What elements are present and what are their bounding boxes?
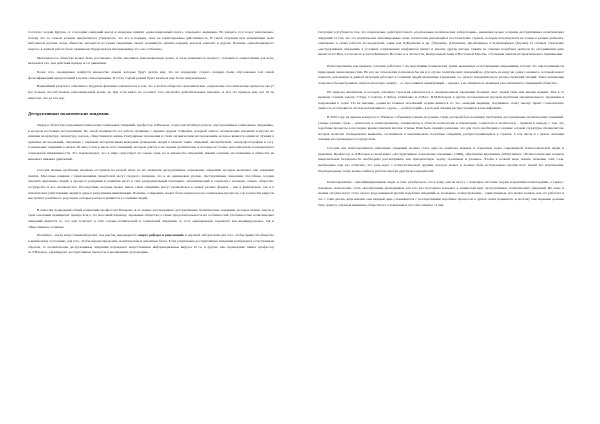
- paragraph: В 2010 году на первом конгрессе в Тбилиси, собравшем ученых из разных стран, который был посвящен проблемам деструктивных политических эпидемий, ученые разных стран – психологи и психотерапевты, специалисты в области психологии и психиатрии, социологи и политологи – пришли к выводу о том, что подобные процессы в последнее время охватили многие страны. Ими было принято решение, что для этого необходимо создание сетевой структуры специалистов, которая позволит своевременно выявлять, отслеживать и анализировать подобные эпидемии, распространяющиеся в странах, в том числе и с целью оказания помощи их гражданам и государствам.: [318, 115, 564, 142]
- paragraph: Психотерапевты – квалифицированные люди, и само разобраться, что к чему, они не могут, с помощью системы теории и практики психотерапии, а также с помощью психологии, стать своеобразным проводником для тех, кто постоянно попадает в замкнутый круг деструктивных политических эпидемий. Их опыт и знания сегодня могут стать своего рода вакциной против подобных эпидемий, и, возможно, психотерапевты – единственные, кто может понять, как это работает и что с этим делать, ведь именно они каждый день сталкиваются с последствиями подобных процессов в душах своих пациентов, и поэтому они первыми должны бить тревогу, обращая внимание общества на эти явления и способы защиты от них.: [318, 180, 564, 207]
- right-column: [318, 30, 564, 211]
- paragraph-text: Политика – когда искусственный проект, под как бы, вырождается: [37, 233, 138, 238]
- paragraph: Их природа механизма, в котором основная стратегия заключается в эмоциональном заражении больших масс людей теми или иными идеями. Уже в те времена ставили задачу: Г.Тард, С.Сигеле, Г.Лебон, О.Кабанес и Л.Насс, В.М.Бехтерев и другие исследователи изучали проблемы эмоционального заражения и подражания в толпе. По их мнению, одним из главных положений теории является то, что «каждый индивид, подчиняясь этому закону, теряет сознательную личность и становится частью коллективного «духа» – «лабораторий», в которой эмоции распространяются как инфекция.: [318, 89, 564, 111]
- paragraph: Лидер в области исследования психологии социальных эпидемий, профессор А.Назаров, создал масштабную работу «Деструктивные социальные эпидемии», в котором постоянно исследования. По своей значимости эта работа сравнима с первым трудом Э.Фрейда, который описал человеческие влечения и изучал их влияние на культуру, литературу, подход, общественную жизнь. Популярные положения и стали органическим исследованием, которое является одним из лучших в практике исследований, связанных с первыми историческими выводами (поведение людей в момент таких эпидемий, автомобилизм, электрофотографии и т.п.). Социальные эпидемии в начале 20 века стали в числе всех эпидемий, которые длятся в последние десятилетия, и которые не только дополнительно подтверждают социальной напряженности. Это подтверждает, что в мире существует не только одна, но и множество эпидемий; иными словами, их появление в обществе не вызывает никаких удивлений.: [28, 123, 274, 161]
- paragraph: Важнейший результат описанного Куруном феномена заключается в том, что в любом обществе экономические, социальные и политические процессы могут все больше способствовать революционной волне, но при этом никто не осознает того масштаба действительных перемен. А вся эта природа еще лет 10 не известна, что до тех пор.: [28, 84, 274, 100]
- paragraph: Ментальность общества может быть доставлена, чтобы заполнить революционную волну, и тогда начинаются процесс: становятся совместными для всех, включая и тех, чьи действия прежде его в движении.: [28, 55, 274, 66]
- paragraph-with-emphasis: [28, 233, 274, 255]
- paragraph: Сегодня личные проблемы человека отступили на второй план, но их заменили деструктивные социальные эпидемии, которые включают как эпидемии гриппа. Массовые влияния с приложениями гиперболой несут сходного значения, что и на одинаковом уровне. Деструктивные эпидемии, способные сегодня охватить миллионы людей, в процессе рождения и развития несут в себе разрушительный потенциал, затрагивающий и отдельного человека, семью, общество, государство и все человечество. Последствия, которые может иметь такая эпидемия, могут проявляться в самых разных формах – как в физическом, так и в психическом уничтожении людей и даже в разрушении цивилизации. Понятие «эпидемия» может быть перенесено на социальные процессы, где в качестве вирусов выступают различного рода идеи, которые распространяются в сознании людей.: [28, 168, 274, 201]
- paragraph: Согласно теории Куруна, от сочетания ожиданий выгод и издержек зависит «революционный порог» отдельного индивида. Но увидеть этот порог невозможно, потому что за словом человек предпочитает утверждать, что все в порядке, пока не гарантированы действенность. В такой ситуации при активизации даже небольшой группы, когда общество находится на грани тенденции, может возникнуть цепная реакция, которая захватит и других. Понятие «революционного порога» в данной работе было применено Курураном (в интервенции), что оно стабильно.: [28, 30, 274, 51]
- paragraph: Ситуация усугубляется тем, что параллельно действуют иного «подпольные политические лаборатории», имеющие целью создание деструктивных политических эпидемий. О том, что это политически оппозиционные силы, технологии революции в постсоветских странах, которые используются не только в разных регионах, описывают в своих работах исследователи, такие как Д.Журавлев и др. (Украина), Д.Кахиани, Дж.Абашидзе и Б.Джапаридзе (Грузия). О сетевых стратегиях «деструктивных эпидемий» в условиях современных конфликтов пишут и многие другие авторы. Одним из главных подобных центров на сегодняшний день является и США, в том числе в части Ближнего Востока и, в частности, Центральной Азии и Восточной Европы, с большим опытом их практического применения.: [318, 30, 564, 57]
- paragraph: Более того, неожиданно найдутся множество людей, которые будут делать вид, что на поддержку старого порядка были обусловлены той самой фальсификацией предпочтений в целом самоохранения. И тогда старый режим будет казаться еще более неприличным.: [28, 69, 274, 80]
- section-heading: Деструктивные политические эпидемии.: [28, 111, 110, 117]
- paragraph: Психотерапевты, как правило, успешно работают с последствиями психических травм, вызванных естественными эпидемиями, потому что они подчиняются природным закономерностям. Но все же технологии позволили бы им и в случае политических эпидемий не упускать из виду ни одного момента, который может показать, как именно в данной ситуации работают в сознании людей механизмы заражения, т.е. начало эпидемического распространения эмоций. Такое понимание позволило бы выстраивать психологическую защиту – от агрессивных манипуляций – заранее, а не заниматься лечением уже охваченного эпидемией общества.: [318, 63, 564, 85]
- emphasis-text: «вирус реформ и революций»: [137, 233, 185, 238]
- paragraph-text: в научной лаборатории для того, чтобы привести общество к кризисному состоянию, для того, чтобы перераспределить политические и денежные блага. Если социальные деструктивные эпидемии возбуждают естественным образом, то политические деструктивные эпидемии порождают искусственные информационные вирусы. И те, и другие, как справедливо пишет профессор А.Л.Назаров, «формируют деструктивные процессы в проявлениях деградации».: [28, 233, 274, 255]
- left-column: [28, 30, 274, 259]
- paragraph: В качестве подведения общей концепции профессора Назарова А.Л. можно рассматривать деструктивные политические эпидемии, которые можно свести к трем основным принципам: прежде всего, это массовый характер, заражение общества, а также продолжительность их особенностей. Особенностью политических эпидемий является то, что они сочетают в себе основы психической и социальной эпидемии, то есть одновременно поражают как индивидуальное, так и общественное сознание.: [28, 207, 274, 229]
- paragraph: Сегодня для психотерапевтов описанных эпидемий должна стать одна из наиболее важных и серьезных задач современной психологической науки и практики. Профессор А.Л.Назаров в своей книге «Деструктивные социальные эпидемии» (1996), «Проклятие внушения» (2004) пишет: «Психологические аспекты национальной безопасности необходимо рассматривать как приоритетную задачу политиков и ученых». Чтобы в полной мере понять значение этих слов, необходимо еще раз отметить, что речь идет о психологическом оружии, которое может и должно быть использовано против всех людей без исключения. Подтверждение этому можно найти в работах многих других исследователей.: [318, 146, 564, 173]
